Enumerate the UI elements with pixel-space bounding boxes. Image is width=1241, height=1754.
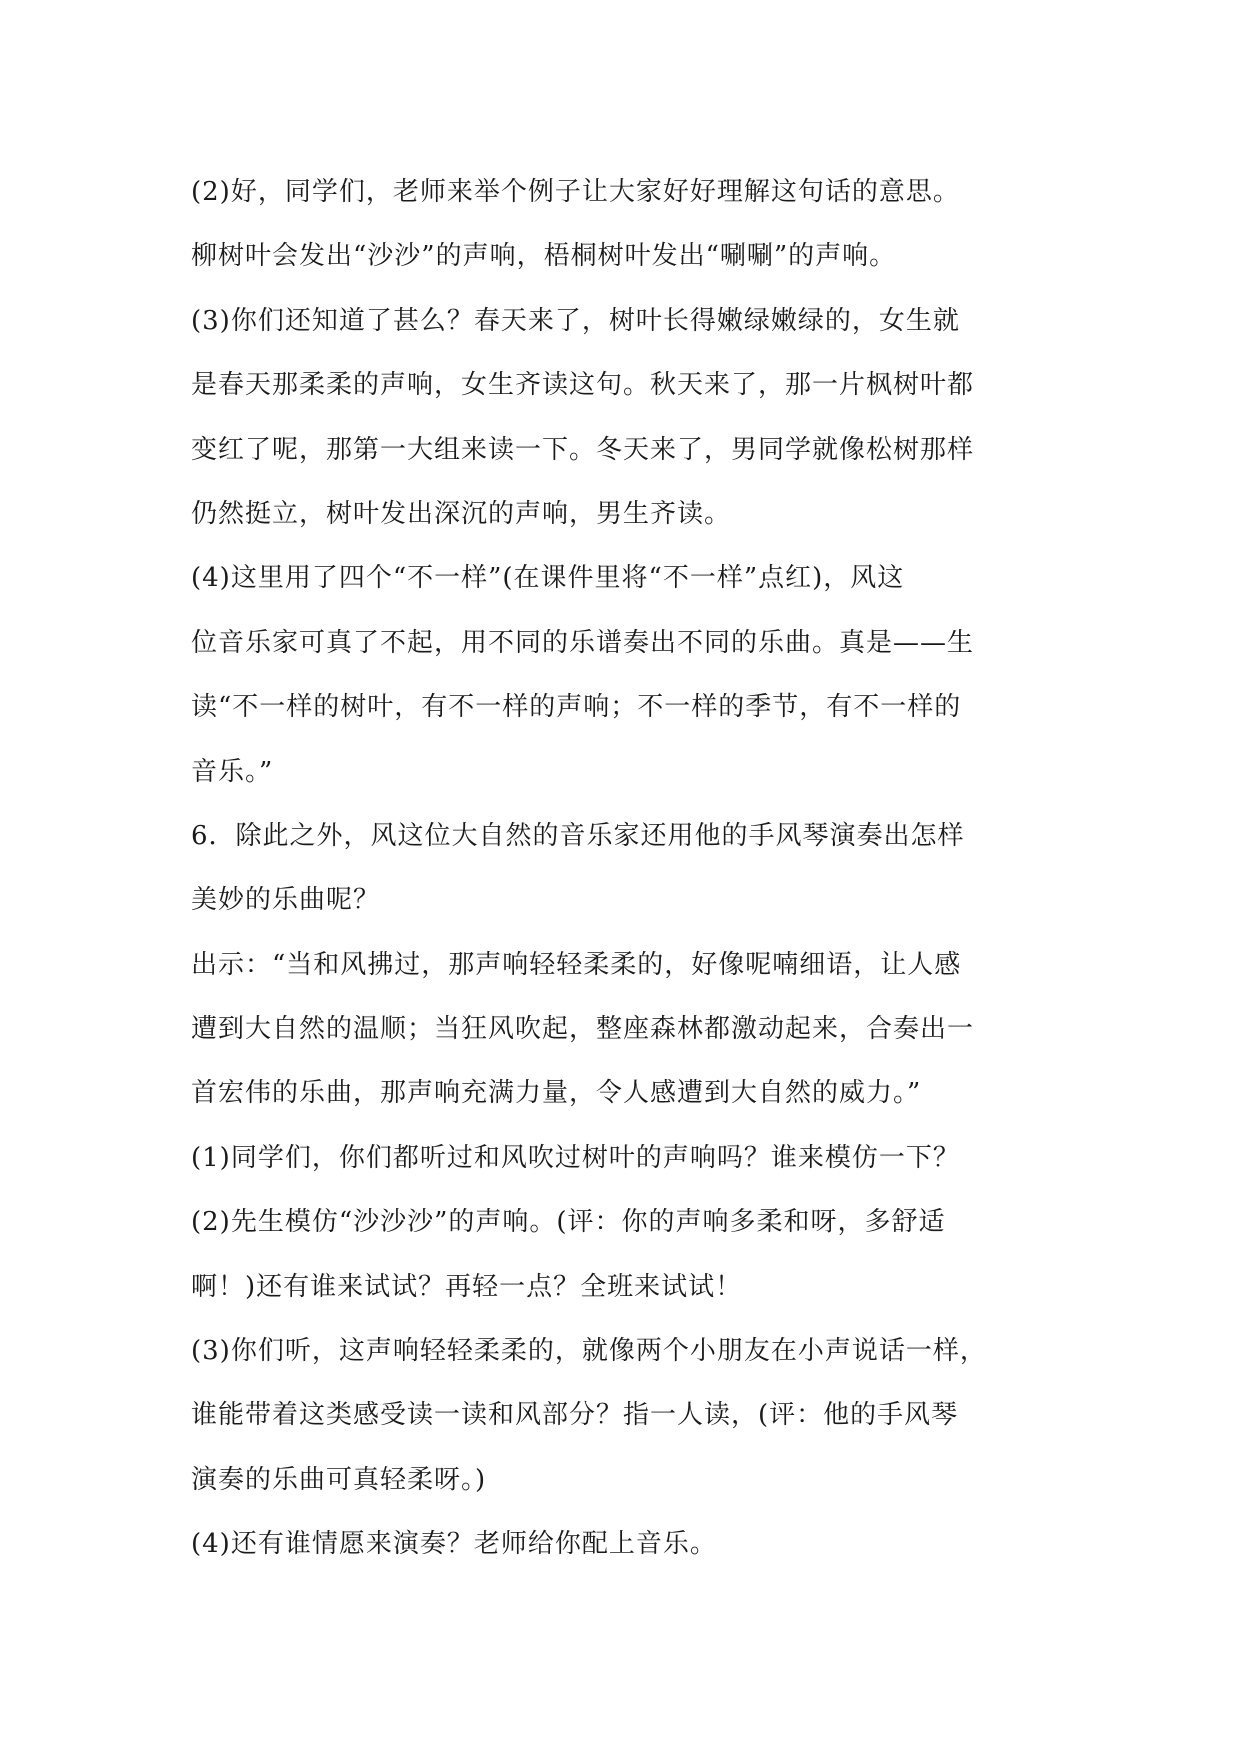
text-line: 啊！)还有谁来试试？再轻一点？全班来试试！ [191, 1271, 743, 1302]
document-body [191, 160, 1071, 1577]
text-line: 音乐。” [191, 756, 274, 787]
text-line: 遭到大自然的温顺；当狂风吹起，整座森林都激动起来，合奏出一 [191, 1014, 975, 1045]
text-line: 仍然挺立，树叶发出深沉的声响，男生齐读。 [191, 498, 732, 529]
text-line: 演奏的乐曲可真轻柔呀。) [191, 1464, 487, 1495]
text-line: 变红了呢，那第一大组来读一下。冬天来了，男同学就像松树那样 [191, 434, 975, 465]
text-line: 是春天那柔柔的声响，女生齐读这句。秋天来了，那一片枫树叶都 [191, 370, 975, 401]
text-line: (3)你们还知道了甚么？春天来了，树叶长得嫩绿嫩绿的，女生就 [191, 305, 960, 336]
text-line: (2)好，同学们，老师来举个例子让大家好好理解这句话的意思。 [191, 177, 960, 207]
text-line: 6．除此之外，风这位大自然的音乐家还用他的手风琴演奏出怎样 [191, 820, 965, 851]
text-line: (4)还有谁情愿来演奏？老师给你配上音乐。 [191, 1529, 717, 1560]
text-line: 位音乐家可真了不起，用不同的乐谱奏出不同的乐曲。真是——生 [191, 627, 975, 658]
text-line: 出示：“当和风拂过，那声响轻轻柔柔的，好像呢喃细语，让人感 [191, 949, 962, 980]
text-line: (1)同学们，你们都听过和风吹过树叶的声响吗？谁来模仿一下？ [191, 1142, 960, 1173]
text-line: 谁能带着这类感受读一读和风部分？指一人读，(评：他的手风琴 [191, 1400, 959, 1431]
text-line: (2)先生模仿“沙沙沙”的声响。(评：你的声响多柔和呀，多舒适 [191, 1207, 946, 1238]
text-line: 美妙的乐曲呢？ [191, 885, 381, 916]
text-line: (4)这里用了四个“不一样”(在课件里将“不一样”点红)，风这 [191, 563, 905, 594]
text-line: (3)你们听，这声响轻轻柔柔的，就像两个小朋友在小声说话一样， [191, 1336, 987, 1367]
text-line: 首宏伟的乐曲，那声响充满力量，令人感遭到大自然的威力。” [191, 1078, 922, 1109]
text-line: 读“不一样的树叶，有不一样的声响；不一样的季节，有不一样的 [191, 692, 962, 723]
text-line: 柳树叶会发出“沙沙”的声响，梧桐树叶发出“唰唰”的声响。 [191, 241, 897, 272]
